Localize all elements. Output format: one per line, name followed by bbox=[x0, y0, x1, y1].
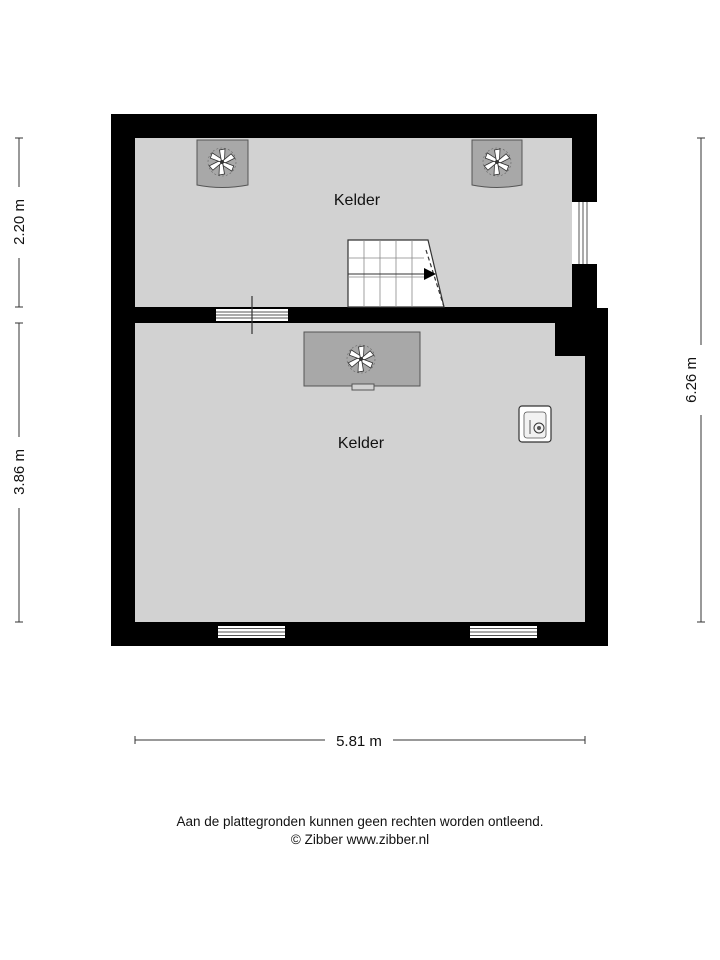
wall-left bbox=[111, 114, 135, 646]
copyright-text: © Zibber www.zibber.nl bbox=[290, 832, 430, 847]
window-right bbox=[576, 202, 590, 264]
ventilation-fan-icon bbox=[197, 140, 248, 188]
ventilation-fan-icon bbox=[472, 140, 522, 188]
wall-right-mid bbox=[572, 264, 597, 314]
disclaimer-text: Aan de plattegronden kunnen geen rechten worden ontleend. bbox=[176, 814, 544, 829]
dimension-label-left-upper: 2.20 m bbox=[11, 199, 28, 245]
staircase-icon bbox=[348, 240, 444, 307]
wall-divider bbox=[111, 307, 585, 323]
ventilation-fan-icon bbox=[304, 332, 420, 390]
room-label-upper: Kelder bbox=[333, 192, 381, 209]
window-bottom-right bbox=[470, 626, 537, 638]
dimension-label-left-lower: 3.86 m bbox=[11, 449, 28, 495]
window-bottom-left bbox=[218, 626, 285, 638]
dimension-label-right-total: 6.26 m bbox=[683, 357, 700, 403]
room-label-lower: Kelder bbox=[337, 435, 385, 452]
boiler-icon bbox=[519, 406, 551, 442]
wall-right-upper bbox=[572, 114, 597, 202]
wall-right-lower bbox=[585, 308, 608, 646]
dimension-label-bottom-width: 5.81 m bbox=[336, 733, 382, 750]
wall-top bbox=[111, 114, 597, 138]
